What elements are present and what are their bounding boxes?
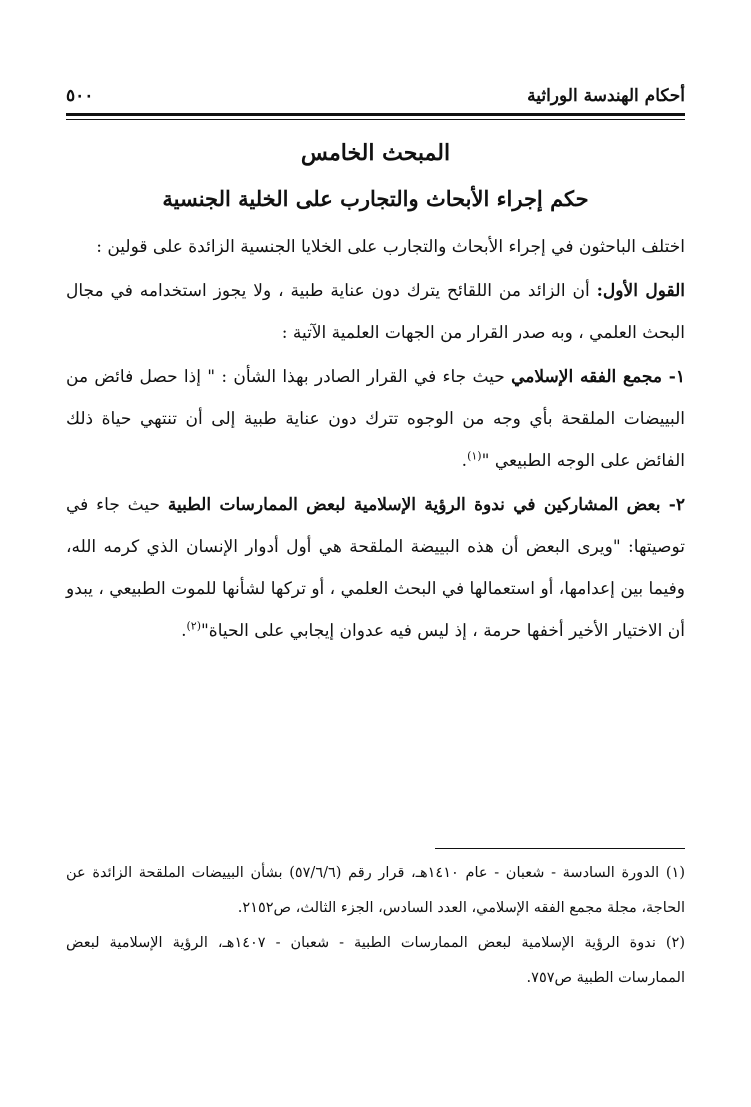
item-2-paragraph — [66, 484, 685, 652]
footnote-1: (١) الدورة السادسة - شعبان - عام ١٤١٠هـ، قرار رقم (٥٧/٦/٦) بشأن البييضات الملقحة الزائدة عن الحاجة، مجلة مجمع الفقه الإسلامي، العدد السادس، الجزء الثالث، ص٢١٥٢. — [66, 865, 685, 916]
item-1-text: حيث جاء في القرار الصادر بهذا الشأن : " إذا حصل فائض من البييضات الملقحة بأي وجه من الوجوه تترك دون عناية طبية إلى أن تنتهي حياة ذلك الفائض على الوجه الطبيعي " — [66, 367, 685, 471]
footnotes — [66, 856, 685, 996]
footnote-2: (٢) ندوة الرؤية الإسلامية لبعض الممارسات الطبية - شعبان - ١٤٠٧هـ، الرؤية الإسلامية لبعض الممارسات الطبية ص٧٥٧. — [66, 935, 685, 986]
section-subtitle: حكم إجراء الأبحاث والتجارب على الخلية الجنسية — [162, 186, 589, 211]
item-1-end: . — [461, 451, 468, 471]
item-1-paragraph — [66, 356, 685, 482]
footnote-ref-2[interactable]: (٢) — [186, 619, 201, 633]
first-view-label: القول الأول: — [596, 281, 685, 301]
item-2-end: . — [181, 621, 187, 641]
item-2-label: ٢- بعض المشاركين في ندوة الرؤية الإسلامية لبعض الممارسات الطبية — [167, 495, 685, 515]
item-1-label: ١- مجمع الفقه الإسلامي — [511, 367, 685, 387]
item-2-text: حيث جاء في توصيتها: "ويرى البعض أن هذه البييضة الملقحة هي أول أدوار الإنسان الذي كرمه الله، وفيما بين إعدامها، أو استعمالها في البحث العلمي ، أو تركها لشأنها للموت الطبيعي ، يبدو أن الاختيار الأخير أخفها حرمة ، إذ ليس فيه عدوان إيجابي على الحياة" — [66, 495, 685, 641]
intro-paragraph: اختلف الباحثون في إجراء الأبحاث والتجارب على الخلايا الجنسية الزائدة على قولين : — [96, 237, 685, 257]
book-title: أحكام الهندسة الوراثية — [527, 86, 685, 106]
header-rule — [66, 113, 685, 116]
first-view-paragraph — [66, 270, 685, 354]
footnote-rule — [435, 848, 685, 849]
first-view-text: أن الزائد من اللقائح يترك دون عناية طبية ، ولا يجوز استخدامه في مجال البحث العلمي ، وبه صدر القرار من الجهات العلمية الآتية : — [66, 281, 685, 343]
main-content — [66, 130, 685, 654]
running-header — [66, 76, 685, 106]
section-title: المبحث الخامس — [300, 140, 451, 166]
footnote-ref-1[interactable]: (١) — [467, 449, 482, 463]
page-number: ٥٠٠ — [66, 86, 94, 106]
